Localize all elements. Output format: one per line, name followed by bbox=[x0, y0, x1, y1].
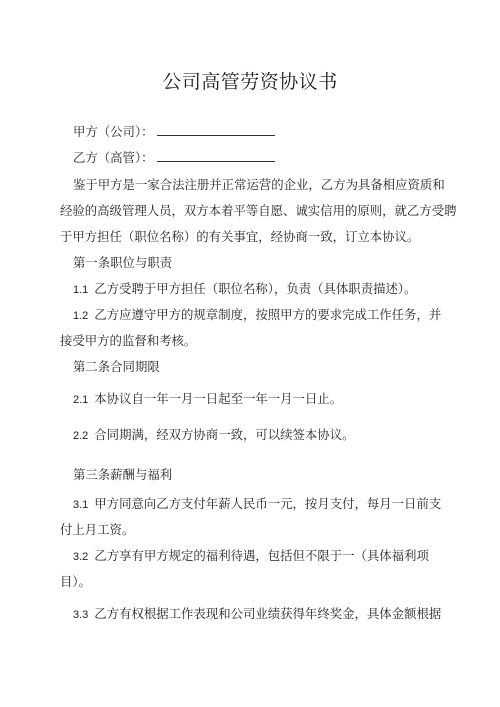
clause-number: 1.1 bbox=[73, 284, 89, 296]
clause-3-2 bbox=[73, 548, 429, 565]
clause-1-2-continued: 接受甲方的监督和考核。 bbox=[60, 333, 197, 348]
clause-text: 甲方同意向乙方支付年薪人民币一元，按月支付，每月一日前支 bbox=[94, 496, 442, 511]
clause-1-1 bbox=[73, 281, 416, 298]
clause-number: 3.2 bbox=[73, 551, 89, 563]
clause-2-1 bbox=[73, 391, 342, 408]
clause-number: 1.2 bbox=[73, 310, 89, 322]
clause-text: 合同期满，经双方协商一致，可以续签本协议。 bbox=[94, 427, 355, 442]
clause-3-2-continued: 目）。 bbox=[60, 574, 91, 589]
clause-1-2 bbox=[73, 307, 441, 324]
party-b-label: 乙方（高管）： bbox=[73, 150, 154, 165]
intro-line-3: 于甲方担任（职位名称）的有关事宜，经协商一致，订立本协议。 bbox=[60, 229, 420, 244]
clause-text: 乙方应遵守甲方的规章制度，按照甲方的要求完成工作任务，并 bbox=[94, 307, 442, 322]
party-a-label: 甲方（公司）： bbox=[73, 124, 154, 139]
clause-text: 乙方享有甲方规定的福利待遇，包括但不限于一（具体福利项 bbox=[94, 548, 429, 563]
clause-3-3 bbox=[73, 606, 441, 623]
section-3-heading: 第三条薪酬与福利 bbox=[73, 467, 173, 482]
intro-line-2: 经验的高级管理人员，双方本着平等自愿、诚实信用的原则，就乙方受聘 bbox=[60, 203, 457, 218]
party-b-blank bbox=[157, 150, 275, 162]
clause-number: 3.3 bbox=[73, 609, 89, 621]
party-a-blank bbox=[157, 124, 275, 136]
clause-3-1 bbox=[73, 496, 441, 513]
clause-2-2 bbox=[73, 427, 355, 444]
clause-text: 乙方受聘于甲方担任（职位名称），负责（具体职责描述）。 bbox=[94, 281, 417, 296]
clause-text: 本协议自一年一月一日起至一年一月一日止。 bbox=[94, 391, 343, 406]
section-1-heading: 第一条职位与职责 bbox=[73, 255, 173, 270]
intro-line-1: 鉴于甲方是一家合法注册并正常运营的企业，乙方为具备相应资质和 bbox=[73, 177, 445, 192]
section-2-heading: 第二条合同期限 bbox=[73, 359, 160, 374]
party-a-line bbox=[73, 124, 275, 140]
clause-3-1-continued: 付上月工资。 bbox=[60, 522, 135, 537]
clause-number: 2.1 bbox=[73, 394, 89, 406]
party-b-line bbox=[73, 150, 275, 166]
clause-number: 3.1 bbox=[73, 499, 89, 511]
clause-text: 乙方有权根据工作表现和公司业绩获得年终奖金，具体金额根据 bbox=[94, 606, 442, 621]
clause-number: 2.2 bbox=[73, 430, 89, 442]
document-title: 公司高管劳资协议书 bbox=[162, 71, 338, 93]
